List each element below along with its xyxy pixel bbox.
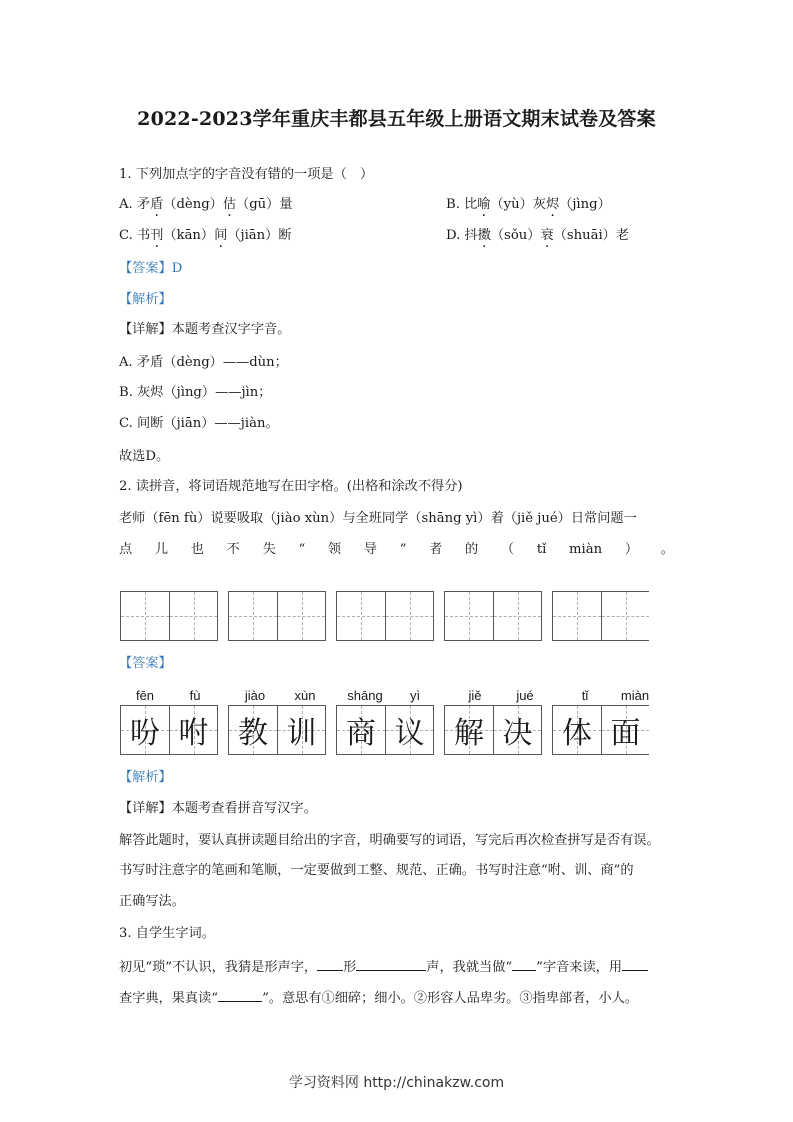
tianzige-cell[interactable]	[277, 592, 325, 640]
tianzige-cell[interactable]	[601, 592, 649, 640]
tianzige-pair	[228, 705, 326, 755]
option-text: （sǒu）	[490, 228, 541, 243]
answer-label: 【答案】D	[119, 261, 183, 276]
answer-char: 教	[238, 716, 268, 751]
option-text: （gū）量	[236, 197, 293, 212]
option-text: （yù）灰	[490, 197, 546, 212]
pinyin: fēn	[135, 688, 155, 703]
option-text: （jiān）断	[227, 228, 292, 243]
line2-char: 的	[465, 542, 479, 557]
answer-char: 解	[454, 716, 484, 751]
answer-char: 咐	[178, 716, 209, 751]
q1-explain-c: C. 间断（jiān）——jiàn。	[119, 416, 279, 431]
option-text: B. 比	[446, 197, 478, 212]
answer-tianzige-grid	[120, 705, 649, 755]
tianzige-cell[interactable]	[169, 592, 217, 640]
q2-stem: 2. 读拼音，将词语规范地写在田字格。(出格和涂改不得分)	[119, 479, 463, 494]
answer-char: 决	[502, 716, 533, 751]
q1-detail: 【详解】本题考查汉字字音。	[119, 322, 291, 337]
answer-pinyin-row	[120, 688, 660, 703]
answer-char: 体	[562, 716, 592, 751]
page-title: 2022-2023学年重庆丰都县五年级上册语文期末试卷及答案	[137, 108, 656, 130]
q1-analysis: 【解析】	[119, 292, 172, 307]
answer-char: 议	[394, 716, 425, 751]
tianzige-pair[interactable]	[120, 591, 218, 641]
tianzige-cell[interactable]	[337, 592, 385, 640]
q3-line2	[119, 987, 638, 1008]
tianzige-pair[interactable]	[336, 591, 434, 641]
q3-text: 形	[343, 960, 357, 975]
q3-text: 初见“琐”不认识，我猜是形声字，	[119, 960, 318, 975]
q2-paragraph-1: 解答此题时，要认真拼读题目给出的字音，明确要写的词语，写完后再次检查拼写是否有误。	[119, 833, 660, 848]
tianzige-cell	[169, 706, 217, 754]
option-text: （dèng）	[163, 197, 223, 212]
q2-line2	[119, 541, 674, 559]
q1-option-c	[119, 227, 292, 245]
tianzige-pair	[120, 705, 218, 755]
pinyin: xùn	[294, 688, 316, 703]
blank-field[interactable]	[356, 956, 426, 971]
tianzige-cell	[445, 706, 493, 754]
line2-char: miàn	[569, 542, 603, 557]
line2-char: ”	[399, 542, 407, 557]
tianzige-pair[interactable]	[552, 591, 649, 641]
line2-char: 领	[327, 542, 342, 557]
dotted-char: 刊	[150, 228, 164, 243]
pinyin-pair	[340, 688, 440, 703]
pinyin: jiào	[244, 688, 266, 703]
q1-explain-a: A. 矛盾（dèng）——dùn；	[119, 355, 288, 370]
q2-analysis: 【解析】	[119, 770, 172, 785]
tianzige-pair	[552, 705, 649, 755]
line2-char: 点	[119, 542, 133, 557]
pinyin: jué	[516, 688, 534, 703]
tianzige-cell[interactable]	[553, 592, 601, 640]
line2-char: 导	[363, 542, 377, 557]
tianzige-pair	[444, 705, 542, 755]
pinyin-pair	[120, 688, 220, 703]
tianzige-cell	[229, 706, 277, 754]
tianzige-cell	[385, 706, 433, 754]
pinyin: shāng	[347, 688, 383, 703]
tianzige-cell	[553, 706, 601, 754]
blank-field[interactable]	[317, 956, 343, 971]
option-text: （kān）	[163, 228, 215, 243]
blank-field[interactable]	[218, 987, 262, 1002]
q3-text: ”。意思有①细碎；细小。②形容人品卑劣。③指卑部者，小人。	[262, 991, 639, 1006]
line2-char: “	[298, 542, 306, 557]
answer-char: 商	[346, 716, 376, 751]
line2-char: （	[500, 542, 515, 557]
answer-char: 面	[610, 716, 641, 751]
pinyin-pair	[450, 688, 550, 703]
option-text: （shuāi）老	[553, 228, 630, 243]
q1-conclusion: 故选D。	[119, 449, 170, 464]
pinyin: jiě	[468, 688, 482, 703]
q1-option-a	[119, 196, 293, 214]
line2-char: 者	[429, 542, 443, 557]
tianzige-pair[interactable]	[228, 591, 326, 641]
q2-detail: 【详解】本题考查看拼音写汉字。	[119, 801, 317, 816]
q1-option-b	[446, 196, 611, 214]
q2-paragraph-3: 正确写法。	[119, 894, 185, 909]
tianzige-cell[interactable]	[229, 592, 277, 640]
q1-explain-b: B. 灰烬（jìng）——jìn；	[119, 385, 272, 400]
tianzige-cell	[277, 706, 325, 754]
pinyin: miàn	[620, 688, 650, 703]
option-text: C. 书	[119, 228, 151, 243]
footer-watermark: 学习资料网 http://chinakzw.com	[288, 1075, 505, 1091]
dotted-char: 间	[214, 228, 228, 243]
dotted-char: 估	[222, 197, 237, 212]
tianzige-pair	[336, 705, 434, 755]
tianzige-cell	[337, 706, 385, 754]
dotted-char: 擞	[477, 228, 491, 243]
dotted-char: 盾	[150, 197, 164, 212]
q1-answer	[119, 260, 182, 278]
pinyin-pair	[230, 688, 330, 703]
line2-char: 失	[262, 542, 276, 557]
tianzige-cell[interactable]	[493, 592, 541, 640]
line2-char: 也	[190, 542, 204, 557]
option-text: （jìng）	[559, 197, 611, 212]
blank-field[interactable]	[622, 956, 648, 971]
q3-text: 查字典，果真读“	[119, 991, 219, 1006]
option-text: A. 矛	[119, 197, 151, 212]
q3-line1	[119, 956, 648, 977]
blank-tianzige-grid[interactable]	[120, 591, 649, 641]
q3-stem: 3. 自学生字词。	[119, 926, 215, 941]
q2-paragraph-2: 书写时注意字的笔画和笔顺，一定要做到工整、规范、正确。书写时注意“咐、训、商”的	[119, 863, 634, 878]
pinyin: fù	[189, 688, 201, 703]
option-text: D. 抖	[446, 228, 478, 243]
tianzige-cell[interactable]	[445, 592, 493, 640]
dotted-char: 衰	[540, 228, 554, 243]
tianzige-cell	[601, 706, 649, 754]
tianzige-cell[interactable]	[385, 592, 433, 640]
pinyin-pair	[560, 688, 660, 703]
line2-char: ）	[624, 542, 639, 557]
q3-text: ”字音来读，用	[536, 960, 623, 975]
tianzige-pair[interactable]	[444, 591, 542, 641]
tianzige-cell	[121, 706, 169, 754]
tianzige-cell	[493, 706, 541, 754]
q3-text: 声，我就当做“	[426, 960, 513, 975]
line2-char: tǐ	[536, 542, 547, 557]
pinyin: tǐ	[581, 688, 589, 703]
answer-char: 训	[286, 716, 317, 751]
q2-line1: 老师（fēn fù）说要吸取（jiào xùn）与全班同学（shāng yì）着（jiě jué）日常问题一	[119, 511, 637, 526]
tianzige-cell[interactable]	[121, 592, 169, 640]
pinyin: yì	[409, 688, 421, 703]
blank-field[interactable]	[512, 956, 536, 971]
line2-char: 。	[660, 542, 674, 557]
answer-char: 吩	[130, 716, 160, 751]
line2-char: 不	[226, 542, 240, 557]
q1-stem: 1. 下列加点字的字音没有错的一项是（ ）	[119, 167, 374, 182]
line2-char: 儿	[154, 542, 169, 557]
dotted-char: 喻	[477, 197, 491, 212]
q2-answer-label: 【答案】	[119, 656, 172, 671]
dotted-char: 烬	[545, 197, 560, 212]
q1-option-d	[446, 227, 629, 245]
